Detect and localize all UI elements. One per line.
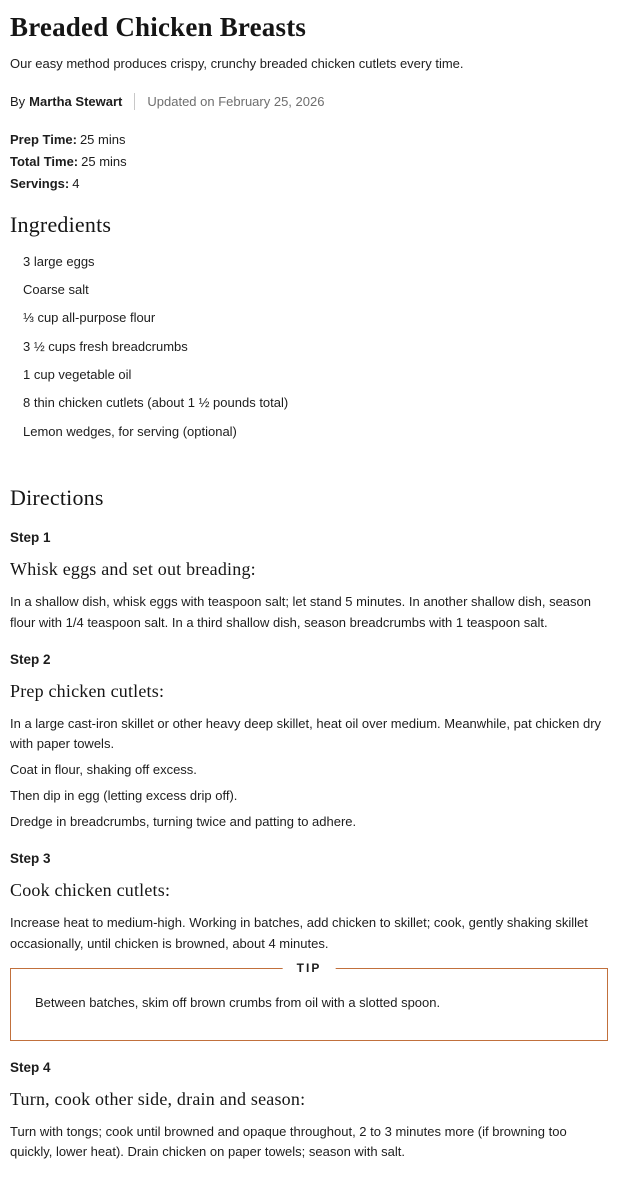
servings-label: Servings: (10, 175, 70, 191)
byline (10, 93, 608, 110)
updated-date: Updated on February 25, 2026 (147, 93, 325, 109)
step-paragraph: Then dip in egg (letting excess drip off). (10, 788, 238, 804)
byline-by-label: By (10, 93, 26, 109)
page-title: Breaded Chicken Breasts (10, 12, 307, 42)
step-label: Step 4 (10, 1060, 51, 1076)
step-paragraph: Increase heat to medium-high. Working in batches, add chicken to skillet; cook, gently shaking skillet occasionally, until chicken is browned, about 4 minutes. (10, 915, 588, 951)
direction-step-4 (10, 1060, 608, 1162)
author-link[interactable]: Martha Stewart (29, 93, 123, 109)
meta-row-servings (10, 173, 608, 195)
step-paragraph: In a shallow dish, whisk eggs with teaspoon salt; let stand 5 minutes. In another shallow dish, season flour with 1/4 teaspoon salt. In a third shallow dish, season breadcrumbs with 1 teaspoon salt. (10, 594, 591, 630)
step-paragraph: In a large cast-iron skillet or other heavy deep skillet, heat oil over medium. Meanwhile, pat chicken dry with paper towels. (10, 715, 602, 751)
tip-text: Between batches, skim off brown crumbs from oil with a slotted spoon. (35, 994, 441, 1010)
step-heading: Prep chicken cutlets: (10, 680, 165, 701)
recipe-description: Our easy method produces crispy, crunchy breaded chicken cutlets every time. (10, 56, 464, 72)
prep-time-value: 25 mins (79, 131, 126, 147)
ingredient-item: 1 cup vegetable oil (23, 366, 132, 382)
ingredients-list (10, 251, 608, 442)
byline-divider (134, 93, 135, 110)
step-paragraph: Coat in flour, shaking off excess. (10, 762, 197, 778)
meta-row-total-time (10, 151, 608, 173)
step-heading: Cook chicken cutlets: (10, 880, 171, 901)
step-heading: Turn, cook other side, drain and season: (10, 1089, 306, 1110)
meta-row-prep-time (10, 129, 608, 151)
step-label: Step 1 (10, 530, 51, 546)
tip-box (10, 960, 608, 1042)
step-label: Step 3 (10, 851, 51, 867)
step-paragraph: Turn with tongs; cook until browned and opaque throughout, 2 to 3 minutes more (if browning too quickly, lower heat). Drain chicken on paper towels; season with salt. (10, 1124, 567, 1160)
servings-value: 4 (72, 175, 80, 191)
ingredients-heading: Ingredients (10, 211, 112, 237)
directions-section (10, 485, 608, 1162)
ingredient-item: ⅓ cup all-purpose flour (23, 310, 156, 326)
direction-step-3 (10, 851, 608, 1041)
step-label: Step 2 (10, 651, 51, 667)
recipe-meta (10, 129, 608, 195)
ingredient-item: 3 large eggs (23, 253, 95, 269)
tip-label: TIP (283, 961, 336, 975)
ingredient-item: Lemon wedges, for serving (optional) (23, 423, 237, 439)
direction-step-1 (10, 530, 608, 632)
ingredient-item: Coarse salt (23, 281, 89, 297)
directions-heading: Directions (10, 485, 104, 511)
ingredients-section (10, 212, 608, 442)
direction-step-2 (10, 652, 608, 833)
step-paragraph: Dredge in breadcrumbs, turning twice and patting to adhere. (10, 814, 357, 830)
step-heading: Whisk eggs and set out breading: (10, 559, 256, 580)
total-time-label: Total Time: (10, 153, 79, 169)
total-time-value: 25 mins (81, 153, 127, 169)
prep-time-label: Prep Time: (10, 131, 77, 147)
ingredient-item: 8 thin chicken cutlets (about 1 ½ pounds total) (23, 395, 289, 411)
ingredient-item: 3 ½ cups fresh breadcrumbs (23, 338, 188, 354)
